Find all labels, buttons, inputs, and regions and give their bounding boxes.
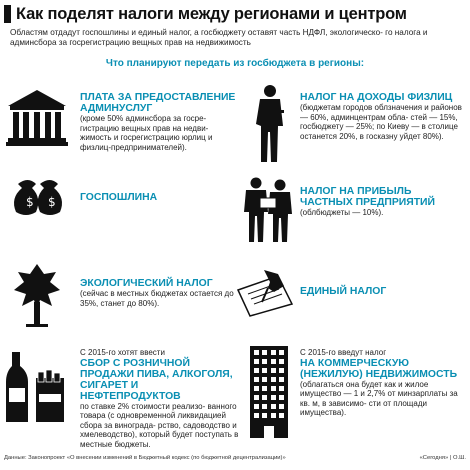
item-property-tax-pre: С 2015-го введут налог — [300, 348, 387, 357]
source-note: Данные: Законопроект «О внесении изменений в Бюджетный кодекс (по бюджетной децентрализации)» — [4, 455, 286, 461]
item-profit-tax — [300, 186, 464, 218]
item-income-tax — [300, 92, 464, 141]
signing-hand-icon — [234, 270, 296, 318]
item-state-duty-head: ГОСПОШЛИНА — [80, 192, 158, 203]
page-title — [4, 4, 466, 24]
item-single-tax — [300, 286, 464, 297]
title-text: Как поделят налоги между регионами и центром — [16, 4, 407, 23]
item-property-tax-body: (облагаться она будет как и жилое имущество — 1 и 2,7% от минзарплаты за кв. м, в зависимо- сти от площади имущества). — [300, 379, 458, 418]
subtitle: Областям отдадут госпошлины и единый налог, а госбюджету оставят часть НДФЛ, экологическо- го налога и админсбора за госрегистрацию вещных прав на недвижимость — [10, 28, 428, 47]
item-income-tax-head: НАЛОГ НА ДОХОДЫ ФИЗЛИЦ — [300, 92, 453, 103]
svg-text:$: $ — [48, 195, 56, 209]
title-bar — [4, 5, 11, 23]
item-eco-tax-body: (сейчас в местных бюджетах остается до 35%, станет до 80%). — [80, 289, 234, 308]
businessman-icon — [252, 84, 286, 164]
item-eco-tax — [80, 278, 238, 308]
credit-note: «Сегодня» | О.Ш. — [419, 455, 466, 461]
item-profit-tax-head: НАЛОГ НА ПРИБЫЛЬ ЧАСТНЫХ ПРЕДПРИЯТИЙ — [300, 186, 435, 208]
item-eco-tax-head: ЭКОЛОГИЧЕСКИЙ НАЛОГ — [80, 278, 213, 289]
item-property-tax-head: НА КОММЕРЧЕСКУЮ (НЕЖИЛУЮ) НЕДВИЖИМОСТЬ — [300, 357, 458, 380]
item-property-tax — [300, 348, 464, 418]
item-retail-fee-head: СБОР С РОЗНИЧНОЙ ПРОДАЖИ ПИВА, АЛКОГОЛЯ, СИГАРЕТ И НЕФТЕПРОДУКТОВ — [80, 357, 233, 402]
tree-icon — [12, 262, 62, 328]
item-admin-fee-head: ПЛАТА ЗА ПРЕДОСТАВЛЕНИЕ АДМИНУСЛУГ — [80, 92, 236, 114]
item-admin-fee — [80, 92, 238, 152]
building-icon — [6, 88, 68, 146]
bottle-cigarettes-icon — [6, 352, 68, 424]
businesspeople-icon — [240, 176, 296, 244]
item-retail-fee-pre: С 2015-го хотят ввести — [80, 348, 165, 357]
item-retail-fee-body: по ставке 2% стоимости реализо- ванного товара (с одновременной ликвидацией сбора за винограда- рство, садоводство и хмелеводство), который будет поступать в местные бюджеты. — [80, 401, 239, 449]
item-single-tax-head: ЕДИНЫЙ НАЛОГ — [300, 286, 387, 297]
item-income-tax-body: (бюджетам городов облзначения и районов — 60%, админцентрам обла- стей — 15%, госбюджету — 25%; по Киеву — в столице останется 20%, в госказну уйдет 80%). — [300, 103, 462, 141]
item-retail-fee — [80, 348, 240, 450]
question-heading: Что планируют передать из госбюджета в регионы: — [105, 58, 365, 69]
item-admin-fee-body: (кроме 50% админсбора за госре- гистрацию вещных прав на недви- жимость и госрегистрацию юрлиц и физлиц-предпринимателей). — [80, 114, 213, 152]
item-profit-tax-body: (облбюджеты — 10%). — [300, 208, 384, 217]
money-bags-icon — [8, 176, 68, 218]
office-tower-icon — [248, 346, 290, 438]
item-state-duty — [80, 192, 238, 203]
svg-text:$: $ — [26, 195, 34, 209]
